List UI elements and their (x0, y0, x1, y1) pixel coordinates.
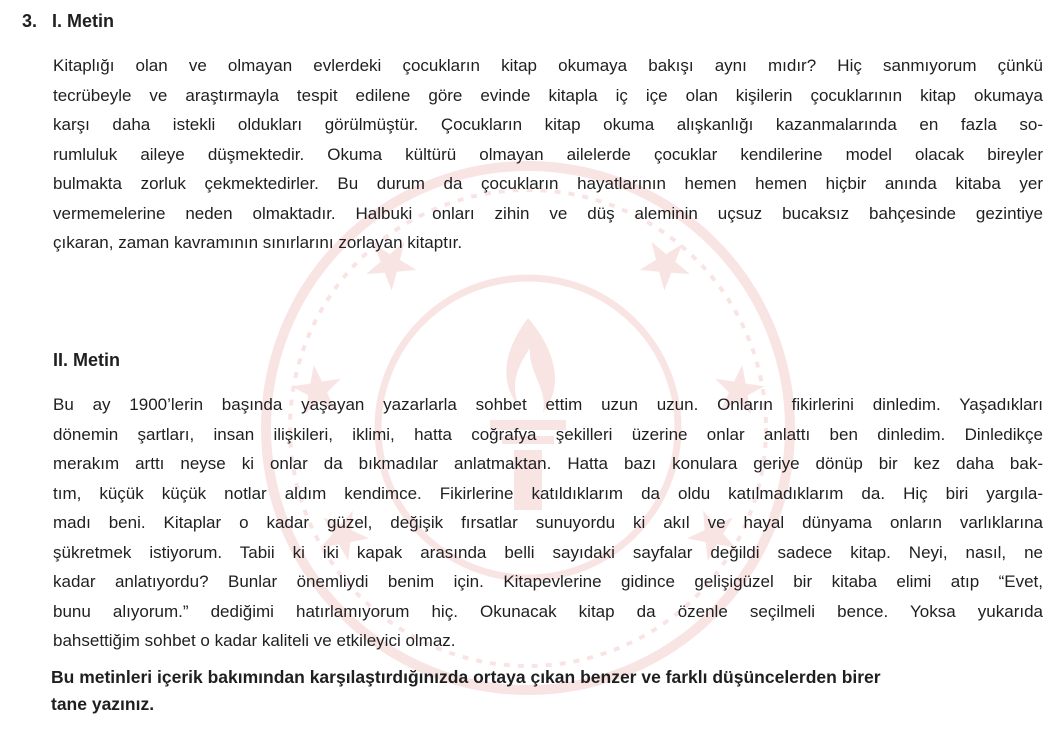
text2-line: Bu ay 1900’lerin başında yaşayan yazarlarla sohbet ettim uzun uzun. Onların fikirlerini dinledim. Yaşadıkları (53, 395, 1043, 414)
text2-paragraph (53, 390, 1043, 656)
text2-line: şükretmek istiyorum. Tabii ki iki kapak arasında belli sayıdaki sayfalar değildi sadece kitap. Neyi, nasıl, ne (53, 542, 1043, 562)
task-line: Bu metinleri içerik bakımından karşılaştırdığınızda ortaya çıkan benzer ve farklı düşüncelerden birer (51, 667, 881, 687)
question-heading (22, 11, 114, 32)
text2-line: bahsettiğim sohbet o kadar kaliteli ve etkileyici olmaz. (53, 631, 456, 650)
text1-line: vermemelerine neden olmaktadır. Halbuki onları zihin ve düş aleminin uçsuz bucaksız bahçesinde gezintiye (53, 203, 1043, 223)
text1-line: rumluluk aileye düşmektedir. Okuma kültürü olmayan ailelerde çocuklar kendilerine model olacak bireyler (53, 144, 1043, 164)
task-instruction (51, 664, 1041, 718)
question-number: 3. (22, 11, 38, 31)
text1-title: I. Metin (52, 11, 115, 31)
text1-line: tecrübeyle ve araştırmayla tespit edilene göre evinde kitapla iç içe olan kişilerin çocuklarının kitap okumaya (53, 85, 1043, 105)
text1-line: karşı daha istekli oldukları görülmüştür. Çocukların kitap okuma alışkanlığı kazanmalarında en fazla so- (53, 115, 1043, 134)
text1-line: Kitaplığı olan ve olmayan evlerdeki çocukların kitap okumaya bakışı aynı mıdır? Hiç sanmıyorum çünkü (53, 56, 1043, 75)
text2-line: madı beni. Kitaplar o kadar güzel, değişik fırsatlar sunuyordu ki akıl ve hayal dünyama onların varlıklarına (53, 513, 1043, 532)
text1-paragraph (53, 51, 1043, 258)
text1-line: çıkaran, zaman kavramının sınırlarını zorlayan kitaptır. (53, 233, 463, 252)
text2-line: tım, küçük küçük notlar aldım kendimce. Fikirlerine katıldıklarım da oldu katılmadıklarım da. Hiç biri yargıla- (53, 483, 1043, 503)
text2-line: kadar anlatıyordu? Bunlar önemliydi benim için. Kitapevlerine gidince gelişigüzel bir kitaba elimi atıp “Evet, (53, 572, 1043, 591)
text2-line: bunu alıyorum.” dediğimi hatırlamıyorum hiç. Okunacak kitap da özenle seçilmeli bence. Yoksa yukarıda (53, 601, 1043, 621)
text2-title: II. Metin (53, 350, 120, 370)
task-line: tane yazınız. (51, 694, 155, 714)
text2-line: merakım arttı neyse ki onlar da bıkmadılar anlatmaktan. Hatta bazı konulara geriye dönüp bir kez daha bak- (53, 454, 1043, 473)
text1-line: bulmakta zorluk çekmektedirler. Bu durum da çocukların hayatlarının hemen hemen hiçbir anında kitaba yer (53, 174, 1043, 193)
text2-line: dönemin şartları, insan ilişkileri, iklimi, hatta coğrafya şekilleri üzerine onlar anlattı ben dinledim. Dinledikçe (53, 424, 1043, 444)
